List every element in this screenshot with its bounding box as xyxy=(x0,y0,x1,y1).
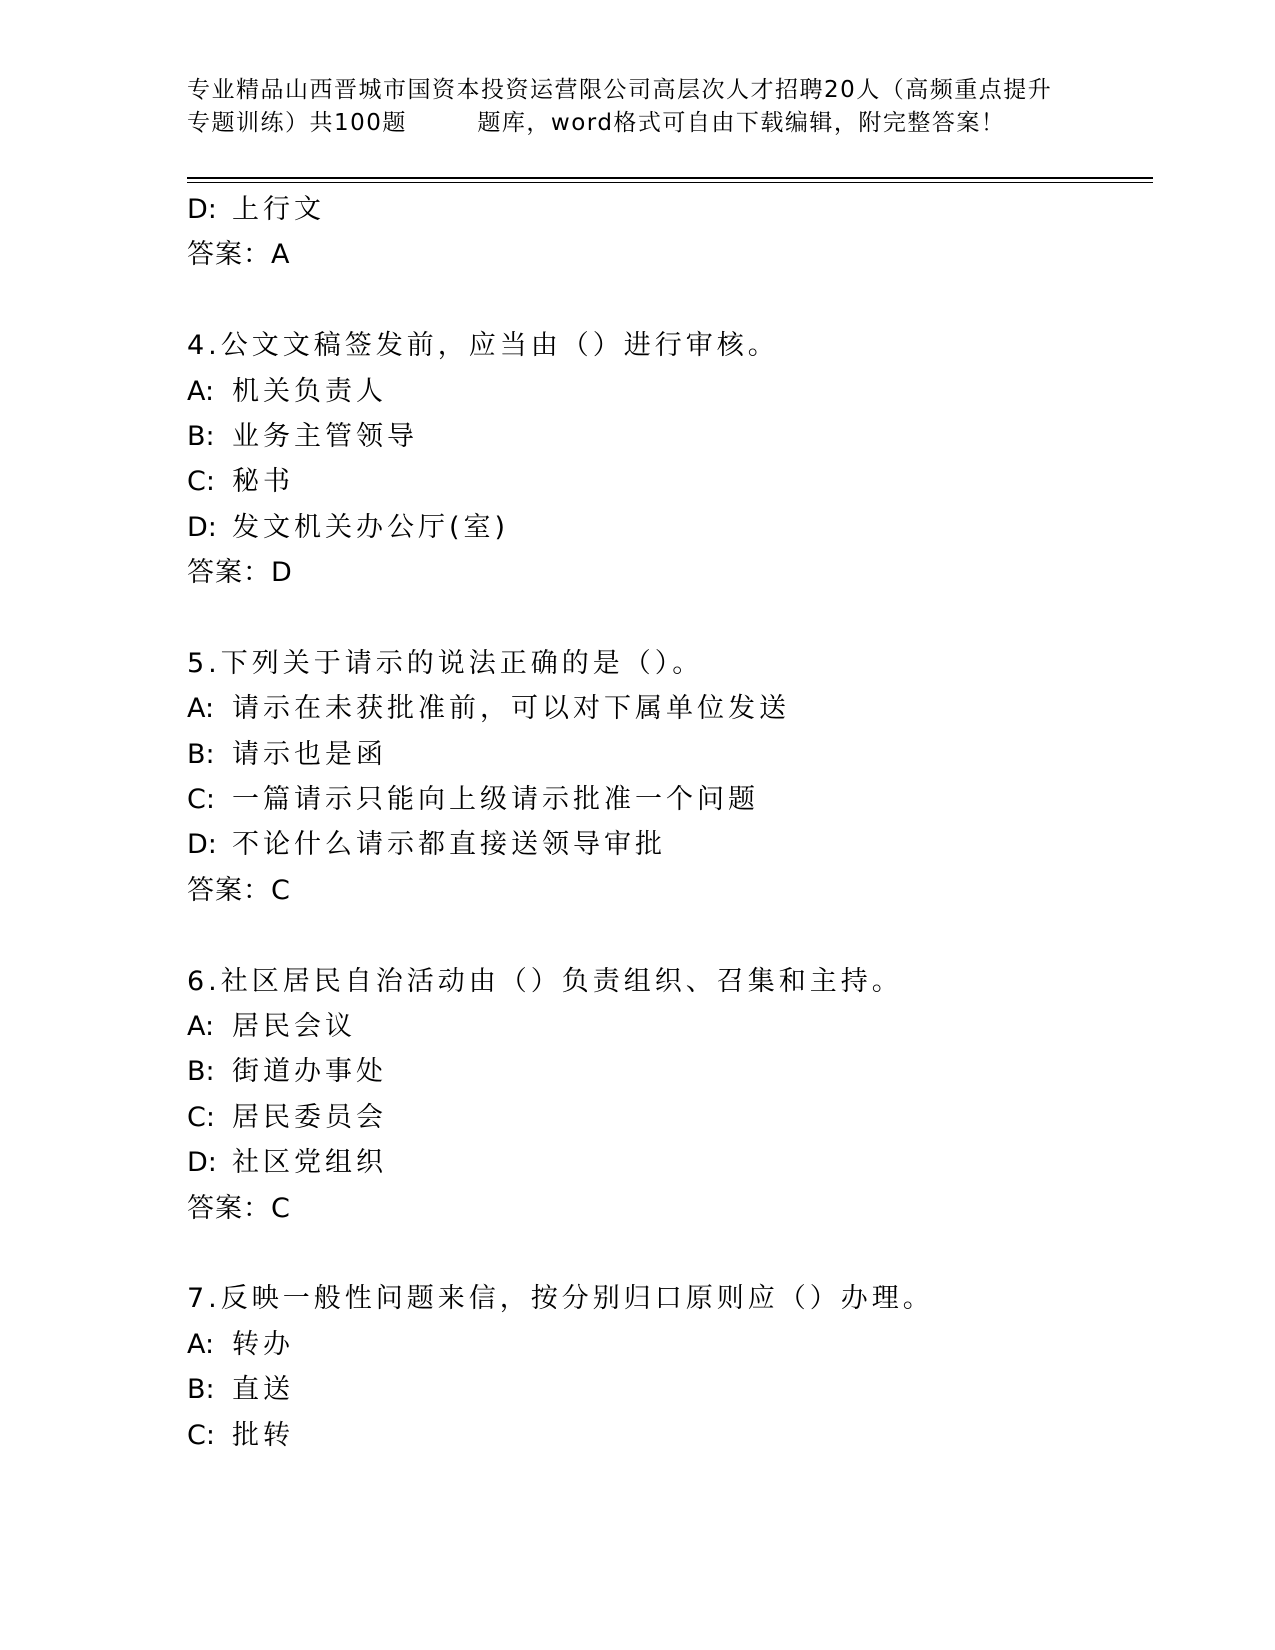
option-row xyxy=(187,686,1137,731)
option-row xyxy=(187,187,1137,232)
header-divider-thin xyxy=(187,182,1153,183)
option-label: A: xyxy=(187,1011,215,1043)
answer-line: 答案：C xyxy=(187,1192,291,1224)
option-text: 居民会议 xyxy=(232,1011,356,1043)
option-label: A: xyxy=(187,1328,215,1360)
question-block xyxy=(187,323,1137,595)
document-header xyxy=(187,74,1087,140)
question-block xyxy=(187,641,1137,913)
option-label: B: xyxy=(187,1056,215,1088)
option-row xyxy=(187,459,1137,504)
option-label: B: xyxy=(187,1374,215,1406)
answer-line: 答案：D xyxy=(187,557,293,589)
option-row xyxy=(187,369,1137,414)
option-text: 秘书 xyxy=(232,466,294,498)
question-stem: 7.反映一般性问题来信，按分别归口原则应（）办理。 xyxy=(187,1283,934,1315)
option-label: B: xyxy=(187,738,215,770)
option-label: D: xyxy=(187,194,217,225)
option-text: 批转 xyxy=(232,1419,294,1451)
option-row xyxy=(187,732,1137,777)
option-text: 业务主管领导 xyxy=(232,420,418,452)
question-list xyxy=(187,187,1137,1458)
header-divider-thick xyxy=(187,177,1153,179)
option-label: C: xyxy=(187,466,215,498)
option-label: C: xyxy=(187,784,215,816)
option-label: B: xyxy=(187,420,215,452)
option-text: 居民委员会 xyxy=(232,1101,387,1133)
option-row xyxy=(187,1367,1137,1412)
option-label: A: xyxy=(187,375,215,407)
option-text: 上行文 xyxy=(232,194,325,225)
option-label: C: xyxy=(187,1419,215,1451)
option-text: 直送 xyxy=(232,1374,294,1406)
option-row xyxy=(187,1413,1137,1458)
option-row xyxy=(187,1140,1137,1185)
option-row xyxy=(187,1004,1137,1049)
option-text: 机关负责人 xyxy=(232,375,387,407)
question-stem: 6.社区居民自治活动由（）负责组织、召集和主持。 xyxy=(187,965,903,997)
answer-line: 答案：A xyxy=(187,239,291,271)
header-line-1: 专业精品山西晋城市国资本投资运营限公司高层次人才招聘20人（高频重点提升 xyxy=(187,77,1053,103)
option-row xyxy=(187,505,1137,550)
question-stem: 5.下列关于请示的说法正确的是（）。 xyxy=(187,647,704,679)
option-text: 发文机关办公厅(室) xyxy=(232,511,510,543)
header-line-2: 专题训练）共100题 题库，word格式可自由下载编辑，附完整答案！ xyxy=(187,110,1006,136)
question-block xyxy=(187,959,1137,1231)
option-text: 一篇请示只能向上级请示批准一个问题 xyxy=(232,784,759,816)
option-row xyxy=(187,1095,1137,1140)
option-text: 请示在未获批准前，可以对下属单位发送 xyxy=(232,693,790,725)
option-label: A: xyxy=(187,693,215,725)
option-label: D: xyxy=(187,829,217,861)
answer-line: 答案：C xyxy=(187,874,291,906)
option-text: 街道办事处 xyxy=(232,1056,387,1088)
option-label: C: xyxy=(187,1101,215,1133)
option-row xyxy=(187,777,1137,822)
question-block xyxy=(187,1276,1137,1458)
option-text: 请示也是函 xyxy=(232,738,387,770)
option-row xyxy=(187,1049,1137,1094)
option-label: D: xyxy=(187,511,217,543)
option-row xyxy=(187,1322,1137,1367)
question-stem: 4.公文文稿签发前，应当由（）进行审核。 xyxy=(187,330,779,362)
option-text: 社区党组织 xyxy=(232,1147,387,1179)
option-label: D: xyxy=(187,1147,217,1179)
option-row xyxy=(187,822,1137,867)
option-row xyxy=(187,414,1137,459)
option-text: 转办 xyxy=(232,1328,294,1360)
option-text: 不论什么请示都直接送领导审批 xyxy=(232,829,666,861)
